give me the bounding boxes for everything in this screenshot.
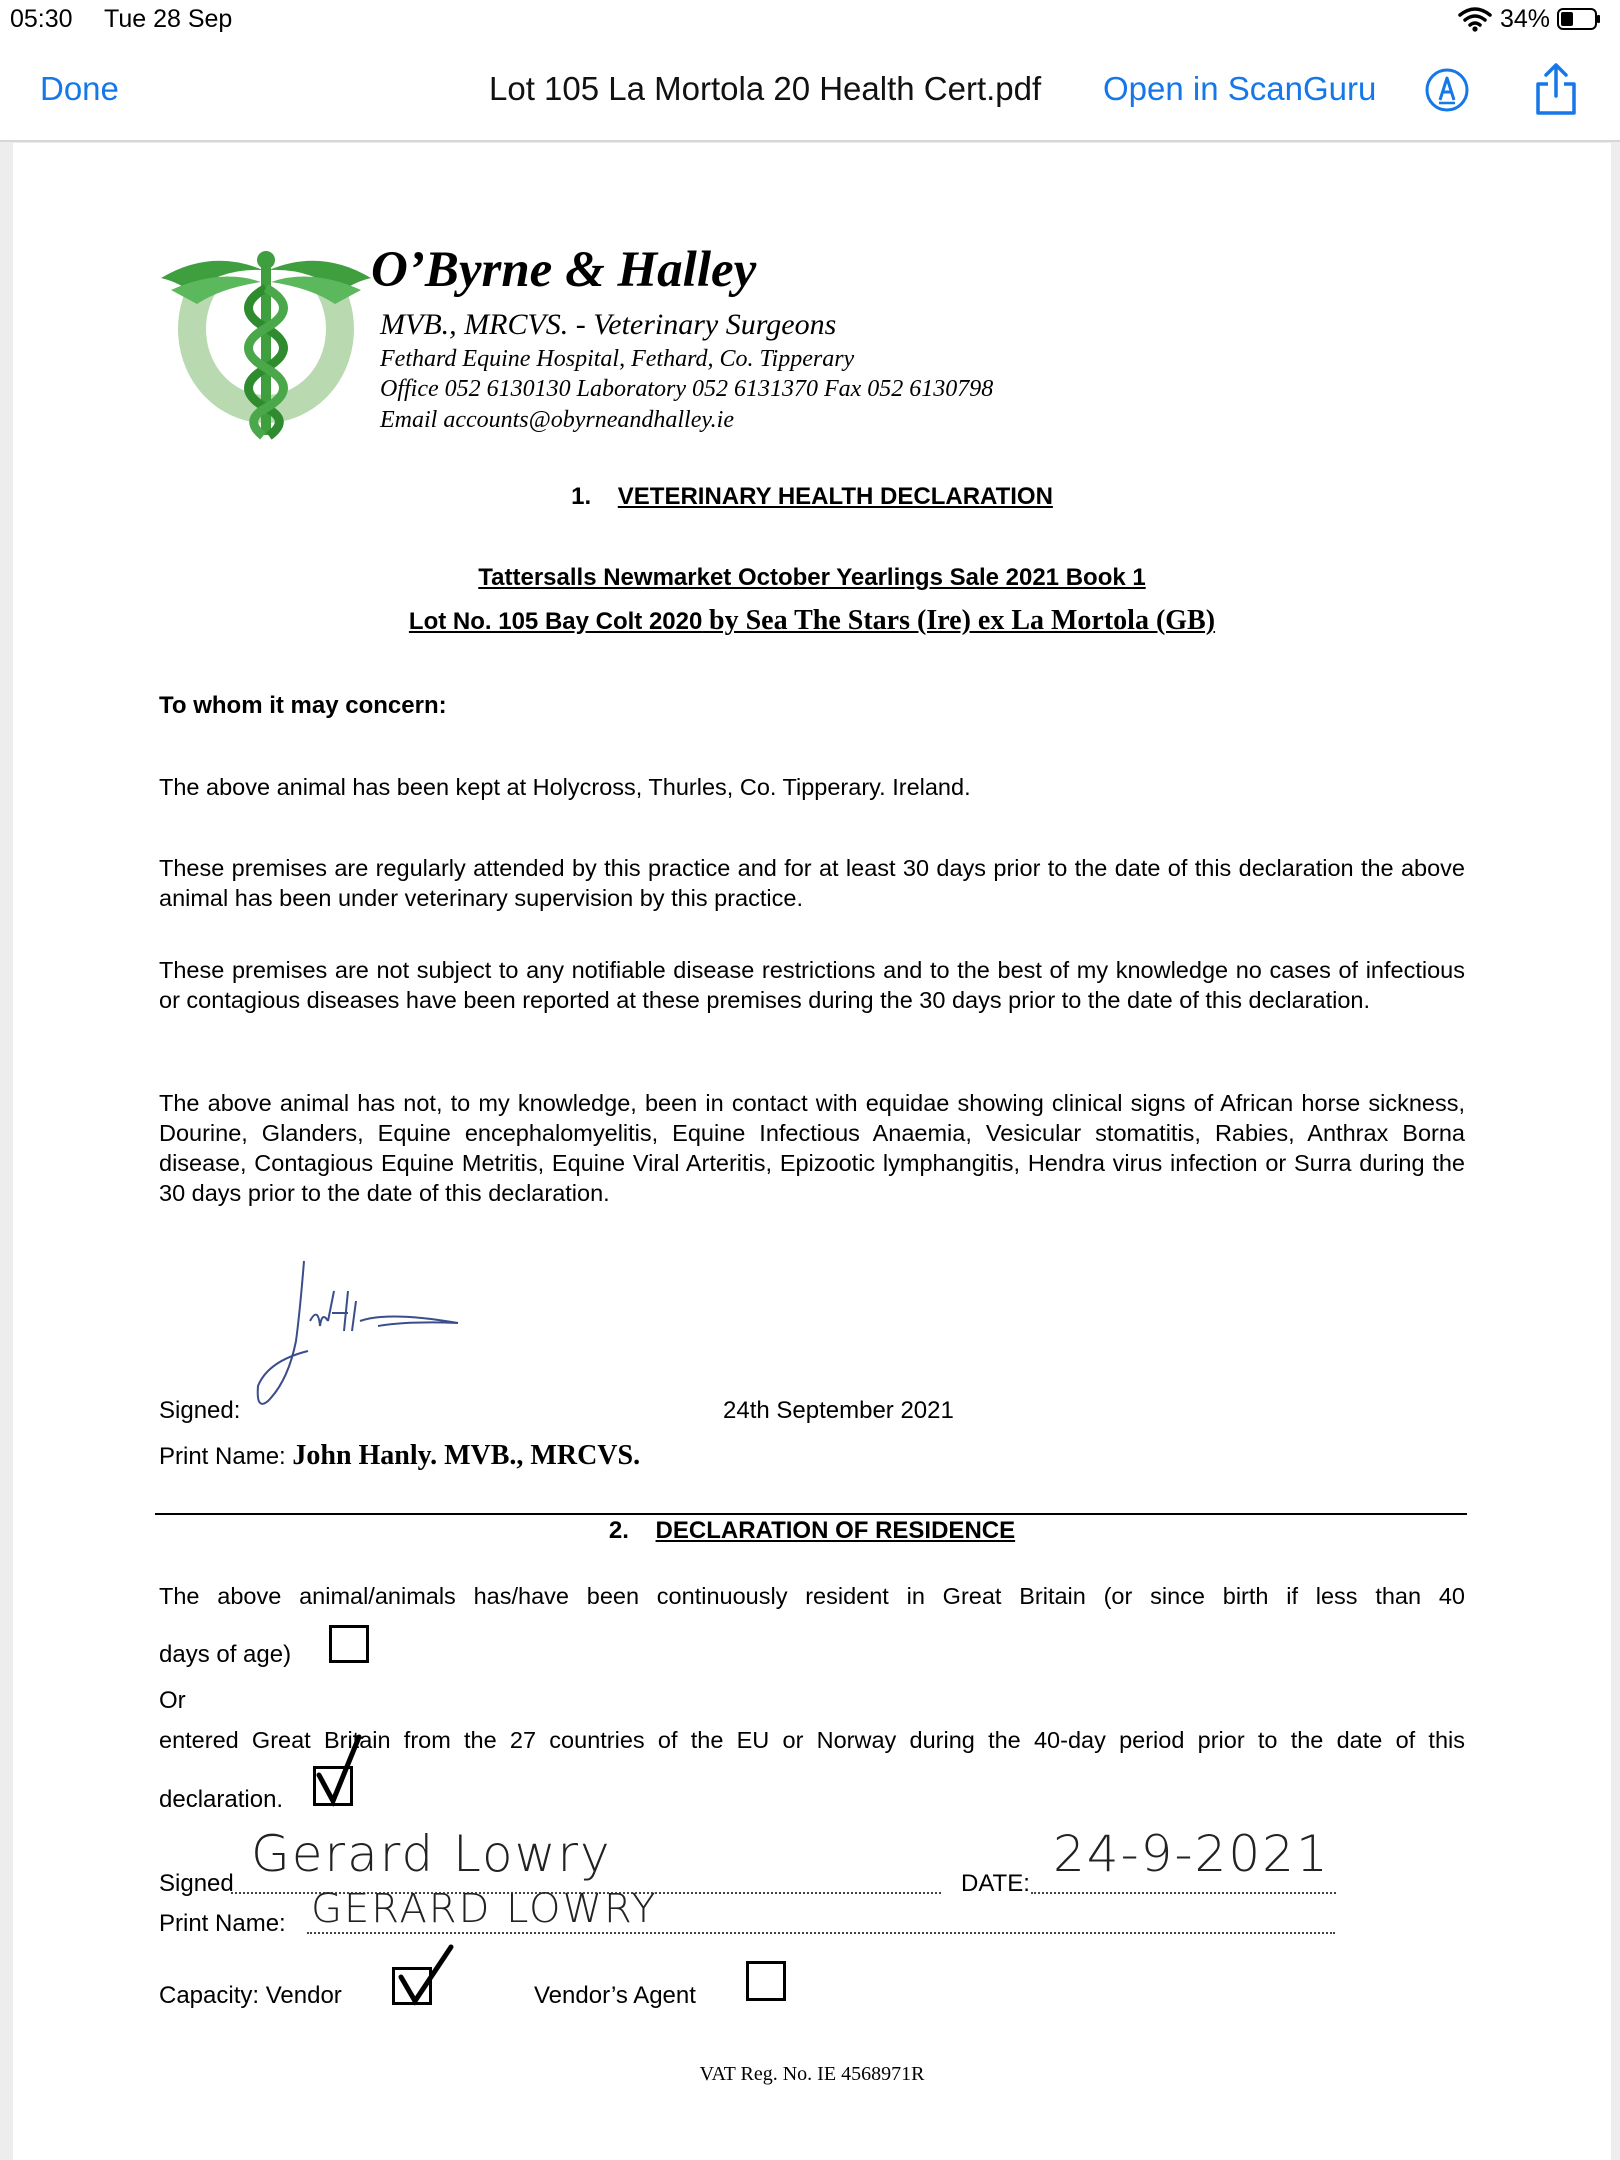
section1-heading — [13, 483, 1611, 511]
firm-subtitle: MVB., MRCVS. - Veterinary Surgeons — [380, 308, 837, 341]
agent-checkbox[interactable] — [746, 1961, 786, 2001]
residence-line2: days of age) — [159, 1641, 292, 1668]
section-divider — [155, 1513, 1467, 1515]
or-label: Or — [159, 1687, 186, 1714]
firm-email: Email accounts@obyrneandhalley.ie — [380, 407, 734, 433]
share-icon[interactable] — [1533, 62, 1579, 116]
done-button[interactable]: Done — [40, 70, 119, 107]
lot-pedigree: by Sea The Stars (Ire) ex La Mortola (GB) — [709, 605, 1216, 636]
firm-address: Fethard Equine Hospital, Fethard, Co. Tipperary — [380, 346, 855, 372]
vet-print-name: John Hanly. MVB., MRCVS. — [292, 1440, 641, 1471]
salutation: To whom it may concern: — [159, 692, 447, 719]
owner-date-label: DATE: — [961, 1870, 1030, 1897]
sale-title: Tattersalls Newmarket October Yearlings Sale 2021 Book 1 — [478, 564, 1146, 591]
vet-print-name-label: Print Name: — [159, 1443, 286, 1470]
vet-signed-date: 24th September 2021 — [723, 1397, 954, 1424]
vet-signed-label: Signed: — [159, 1397, 241, 1424]
status-date: Tue 28 Sep — [104, 5, 233, 33]
paragraph-no-disease: These premises are not subject to any notifiable disease restrictions and to the best of my knowledge no cases of infectious or contagious diseases have been reported at these premises during the 30 days prior to the date of this declaration. — [159, 957, 1465, 1013]
owner-date: 24-9-2021 — [1053, 1825, 1330, 1883]
vet-print-name-row — [159, 1440, 640, 1472]
section1-title: VETERINARY HEALTH DECLARATION — [617, 483, 1053, 510]
firm-phones: Office 052 6130130 Laboratory 052 6131370 Fax 052 6130798 — [380, 376, 994, 402]
owner-print-name: GERARD LOWRY — [311, 1886, 658, 1932]
paragraph-supervision: These premises are regularly attended by this practice and for at least 30 days prior to the date of this declaration the above animal has been under veterinary supervision by this practice. — [159, 855, 1465, 911]
entered-checkmark — [309, 1733, 379, 1813]
status-bar — [0, 0, 1620, 40]
owner-print-name-line — [307, 1932, 1335, 1934]
firm-name: O’Byrne & Halley — [371, 242, 757, 298]
capacity-label: Capacity: Vendor — [159, 1982, 342, 2009]
entered-line1: entered Great Britain from the 27 countries of the EU or Norway during the 40-day period prior to the date of this — [159, 1727, 1465, 1753]
pdf-page — [13, 143, 1611, 2160]
agent-label: Vendor’s Agent — [534, 1982, 696, 2009]
paragraph-no-contact: The above animal has not, to my knowledge, been in contact with equidae showing clinical signs of African horse sickness, Dourine, Glanders, Equine encephalomyelitis, Equine Infectious Anaemia, Vesicular stomatitis, Rabies, Anthrax Borna disease, Contagious Equine Metritis, Equine Viral Arteritis, Epizootic lymphangitis, Hendra virus infection or Surra during the 30 days prior to the date of this declaration. — [159, 1090, 1465, 1206]
battery-icon — [1557, 8, 1601, 30]
section2-number: 2. — [608, 1517, 629, 1544]
nav-bar — [0, 40, 1620, 142]
lot-title — [13, 605, 1611, 637]
markup-icon[interactable] — [1424, 67, 1470, 113]
owner-print-name-label: Print Name: — [159, 1910, 286, 1937]
lot-prefix: Lot No. 105 Bay Colt 2020 — [408, 608, 703, 635]
wifi-icon — [1458, 6, 1492, 32]
vendor-checkmark — [393, 1943, 473, 2013]
paragraph-kept-at: The above animal has been kept at Holycross, Thurles, Co. Tipperary. Ireland. — [159, 774, 971, 800]
entered-line2: declaration. — [159, 1786, 284, 1813]
section2-heading — [13, 1517, 1611, 1545]
resident-checkbox[interactable] — [329, 1625, 369, 1663]
owner-signed-label: Signed — [159, 1870, 234, 1897]
owner-date-line — [1031, 1892, 1336, 1894]
open-in-scanguru-button[interactable]: Open in ScanGuru — [1103, 70, 1377, 107]
status-time: 05:30 — [10, 5, 73, 33]
vat-number: VAT Reg. No. IE 4568971R — [699, 2063, 925, 2085]
section2-title: DECLARATION OF RESIDENCE — [655, 1517, 1016, 1544]
vet-signature — [248, 1251, 478, 1421]
caduceus-logo-icon — [151, 248, 381, 448]
section1-number: 1. — [571, 483, 592, 510]
residence-line1: The above animal/animals has/have been continuously resident in Great Britain (or since birth if less than 40 — [159, 1583, 1465, 1609]
document-title: Lot 105 La Mortola 20 Health Cert.pdf — [489, 70, 1042, 107]
battery-percent: 34% — [1500, 5, 1551, 33]
owner-signature: Gerard Lowry — [251, 1825, 612, 1883]
